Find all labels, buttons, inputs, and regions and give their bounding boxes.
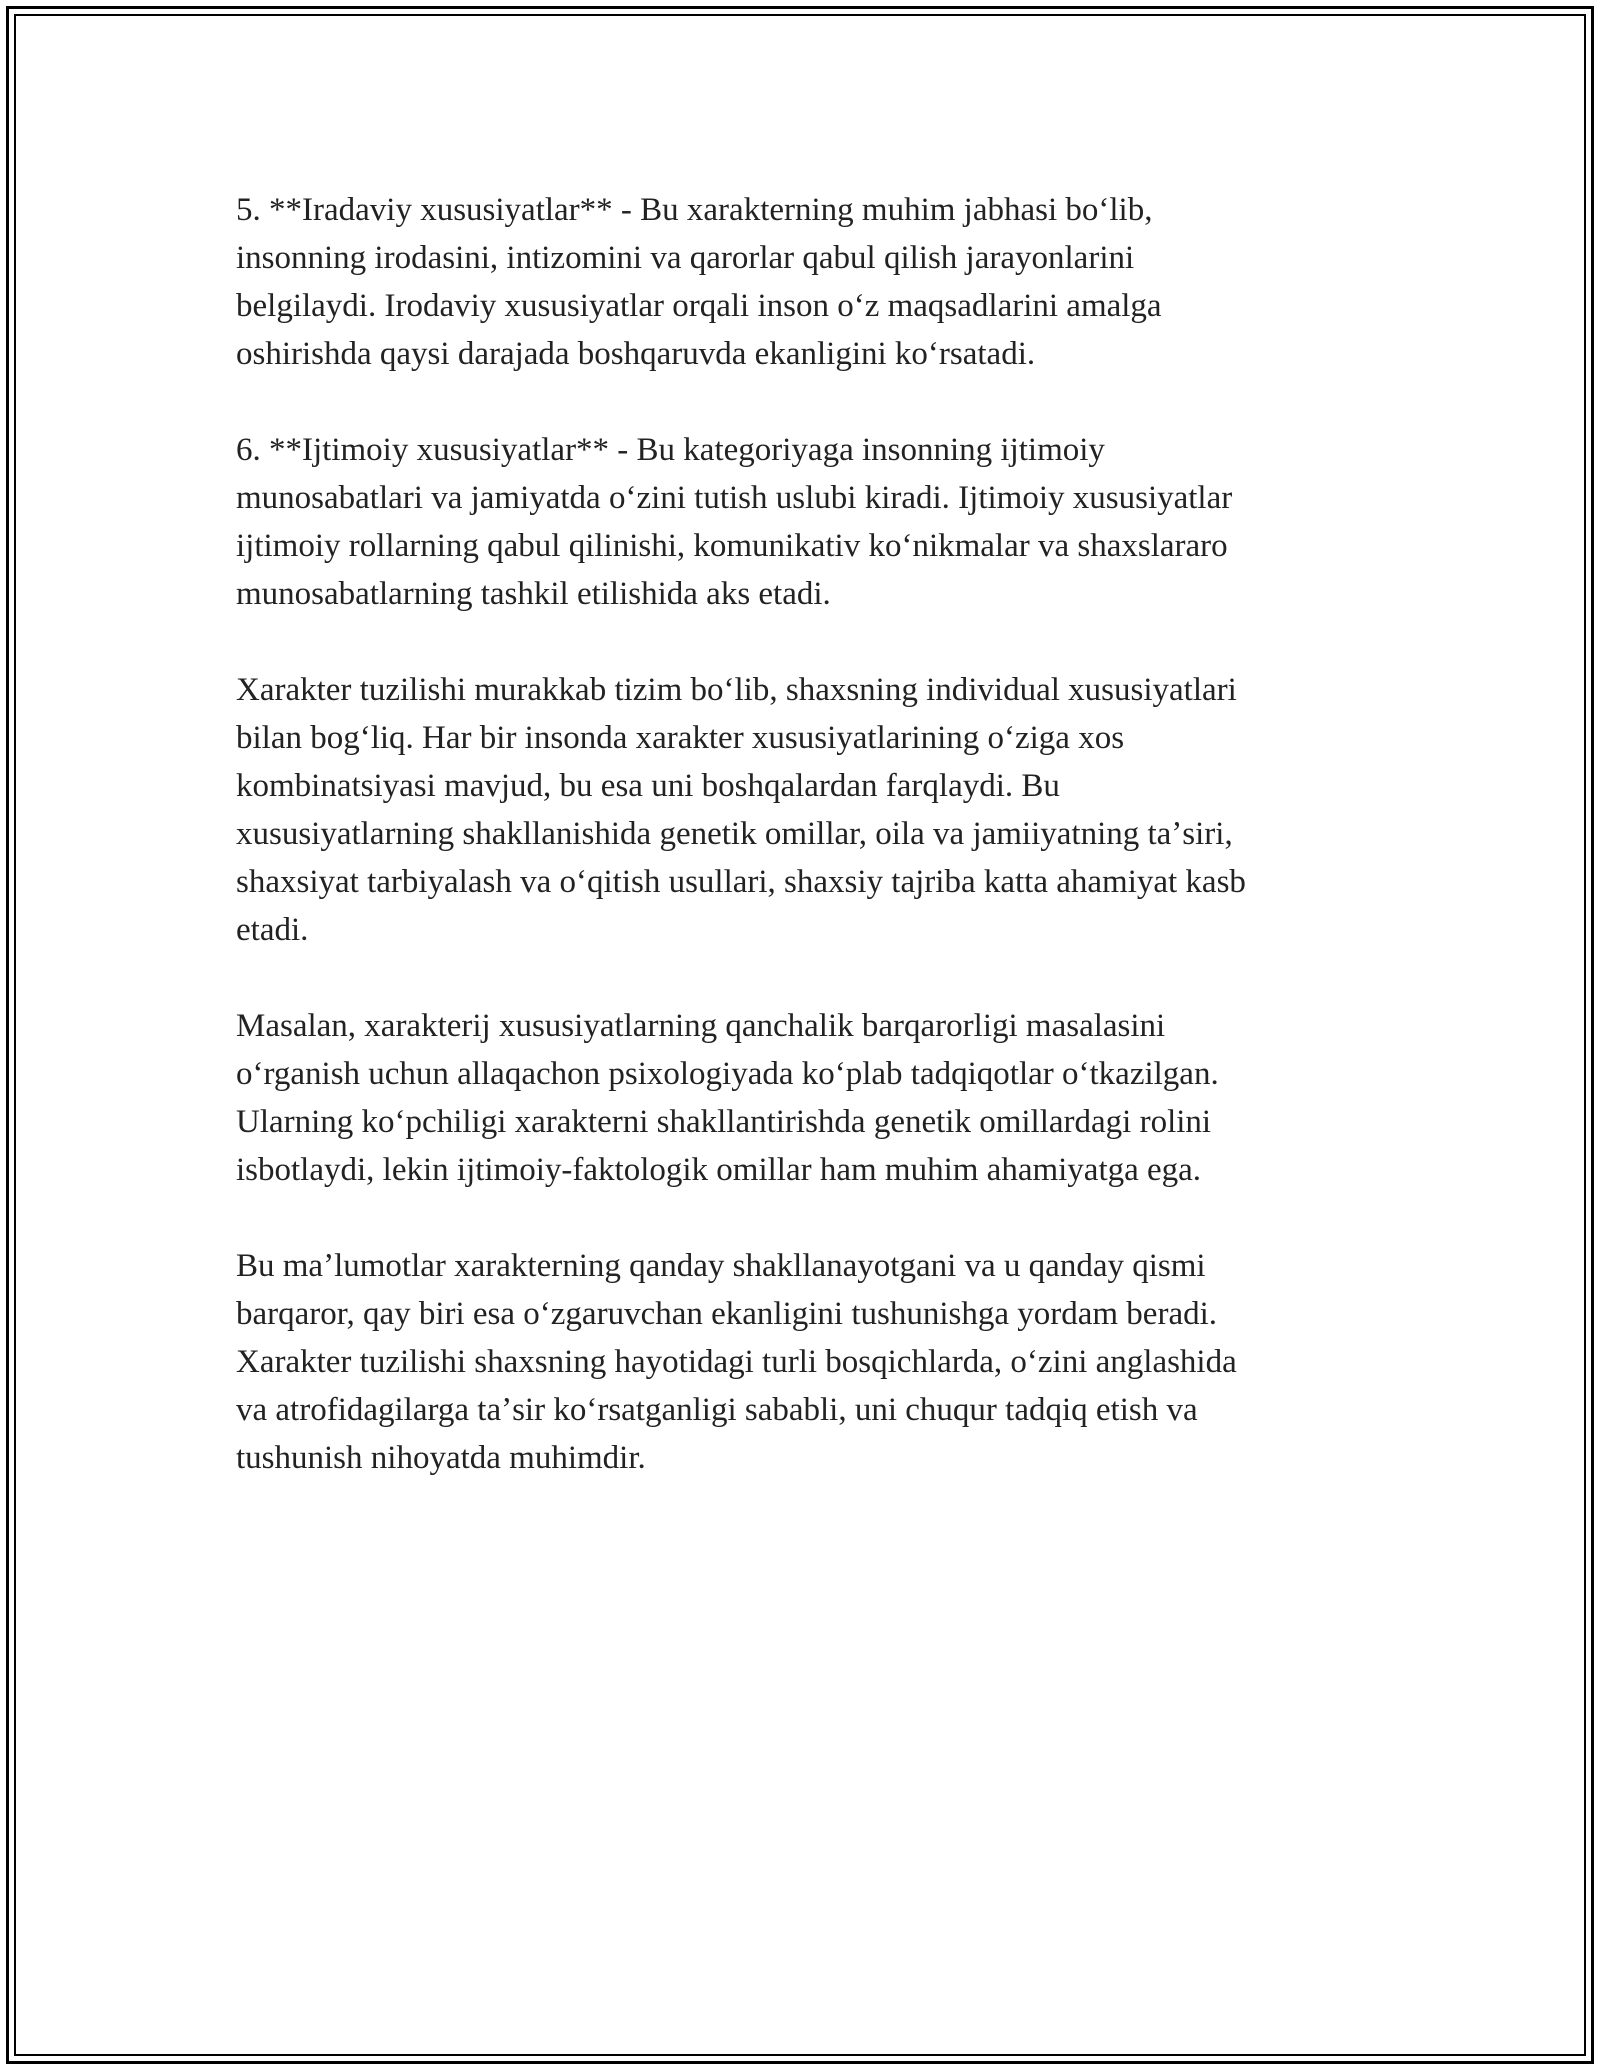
paragraph-character-structure: Xarakter tuzilishi murakkab tizim boʻlib, shaxsning individual xususiyatlari bilan bogʻliq. Har bir insonda xarakter xususiyatlarining oʻziga xos kombinatsiyasi mavjud, bu esa uni boshqalardan farqlaydi. Bu xususiyatlarning shakllanishida genetik omillar, oila va jamiiyatning taʼsiri, shaxsiyat tarbiyalash va oʻqitish usullari, shaxsiy tajriba katta ahamiyat kasb etadi. (236, 672, 1246, 948)
paragraph-research-example: Masalan, xarakterij xususiyatlarning qanchalik barqarorligi masalasini oʻrganish uchun allaqachon psixologiyada koʻplab tadqiqotlar oʻtkazilgan. Ularning koʻpchiligi xarakterni shakllantirishda genetik omillardagi rolini isbotlaydi, lekin ijtimoiy-faktologik omillar ham muhim ahamiyatga ega. (236, 1008, 1219, 1188)
paragraph-social-traits: 6. **Ijtimoiy xususiyatlar** - Bu kategoriyaga insonning ijtimoiy munosabatlari va jamiyatda oʻzini tutish uslubi kiradi. Ijtimoiy xususiyatlar ijtimoiy rollarning qabul qilinishi, komunikativ koʻnikmalar va shaxslararo munosabatlarning tashkil etilishida aks etadi. (236, 432, 1233, 612)
paragraph-conclusion: Bu maʼlumotlar xarakterning qanday shakllanayotgani va u qanday qismi barqaror, qay biri esa oʻzgaruvchan ekanligini tushunishga yordam beradi. Xarakter tuzilishi shaxsning hayotidagi turli bosqichlarda, oʻzini anglashida va atrofidagilarga taʼsir koʻrsatganligi sababli, uni chuqur tadqiq etish va tushunish nihoyatda muhimdir. (236, 1248, 1237, 1476)
paragraph-volitional-traits: 5. **Iradaviy xususiyatlar** - Bu xarakterning muhim jabhasi boʻlib, insonning irodasini, intizomini va qarorlar qabul qilish jarayonlarini belgilaydi. Irodaviy xususiyatlar orqali inson oʻz maqsadlarini amalga oshirishda qaysi darajada boshqaruvda ekanligini koʻrsatadi. (236, 192, 1162, 372)
document-body (236, 186, 1406, 1530)
